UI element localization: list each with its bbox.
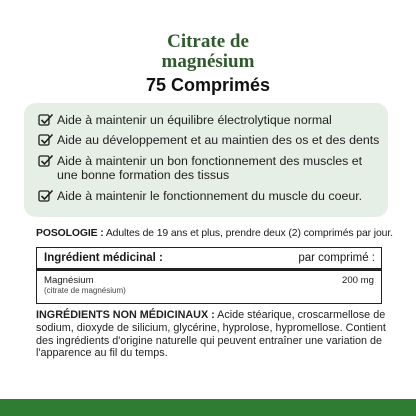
benefit-item [38,189,386,203]
dosage-instructions [36,228,393,240]
non-medicinal-text: Acide stéarique, croscarmellose de sodium, dioxyde de silicium, glycérine, hyprolose, hypromellose. Contient des ingrédients d'origine naturelle qui peuvent entraîner une variation de l'apparence au fil du temps. [36,309,386,360]
benefit-text: Aide au développement et au maintien des os et des dents [57,133,380,147]
benefit-item [38,154,386,182]
benefit-text: Aide à maintenir un équilibre électrolytique normal [57,113,332,127]
ingredient-source: (citrate de magnésium) [44,286,126,295]
table-row [37,271,381,295]
ingredient-cell [44,275,126,295]
medicinal-ingredients-table [36,247,382,304]
bottom-color-bar [0,399,416,416]
benefits-panel [24,103,388,217]
table-header [37,248,381,271]
table-header-amount: par comprimé : [298,252,375,264]
product-title-line1: Citrate de [167,31,249,52]
check-icon [38,113,56,127]
benefit-text: Aide à maintenir le fonctionnement du muscle du coeur. [57,189,363,203]
check-icon [38,154,56,168]
non-medicinal-label: INGRÉDIENTS NON MÉDICINAUX : [36,309,215,321]
product-title-line2: magnésium [161,51,255,72]
dosage-text: Adultes de 19 ans et plus, prendre deux (2) comprimés par jour. [103,228,393,239]
benefit-item [38,113,386,127]
dosage-label: POSOLOGIE : [36,228,104,239]
benefit-item [38,133,386,147]
check-icon [38,189,56,203]
tablet-count: 75 Comprimés [145,75,271,95]
benefit-text: Aide à maintenir un bon fonctionnement des muscles et une bonne formation des tissus [57,154,363,182]
ingredient-amount: 200 mg [342,275,374,286]
check-icon [38,133,56,147]
table-header-ingredient: Ingrédient médicinal : [44,252,163,264]
non-medicinal-ingredients [36,309,386,360]
ingredient-name: Magnésium [44,275,94,286]
product-title [0,32,416,72]
